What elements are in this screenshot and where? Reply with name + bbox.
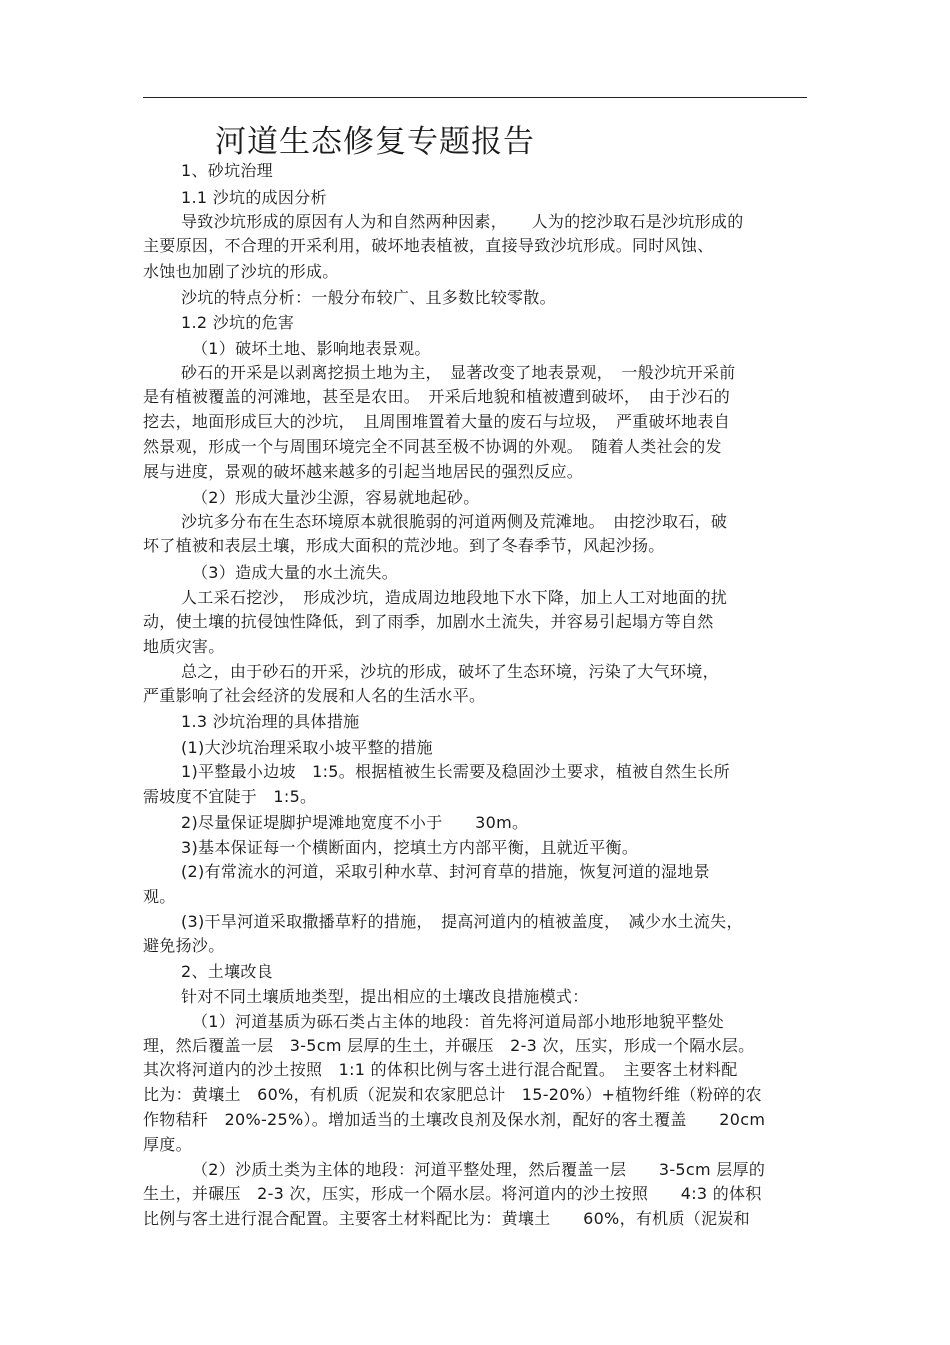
text-line: 坏了植被和表层土壤，形成大面积的荒沙地。到了冬春季节，风起沙扬。 [143,536,665,555]
text-line: （1）破坏土地、影响地表景观。 [192,339,431,358]
text-line: 导致沙坑形成的原因有人为和自然两种因素， 人为的挖沙取石是沙坑形成的 [181,212,744,231]
text-line: 是有植被覆盖的河滩地，甚至是农田。 开采后地貌和植被遭到破坏， 由于沙石的 [143,387,731,406]
text-line: （2）形成大量沙尘源，容易就地起砂。 [192,488,480,507]
text-line: 动，使土壤的抗侵蚀性降低，到了雨季，加剧水土流失，并容易引起塌方等自然 [143,612,714,631]
text-line: 1、砂坑治理 [181,161,273,180]
text-line: （1）河道基质为砾石类占主体的地段：首先将河道局部小地形地貌平整处 [192,1012,725,1031]
text-line: 1.3 沙坑治理的具体措施 [181,712,360,731]
header-rule [143,97,807,98]
text-line: 避免扬沙。 [143,936,225,955]
text-line: 1.1 沙坑的成因分析 [181,188,327,207]
text-line: 地质灾害。 [143,637,225,656]
text-line: 挖去，地面形成巨大的沙坑， 且周围堆置着大量的废石与垃圾， 严重破坏地表自 [143,412,731,431]
text-line: 砂石的开采是以剥离挖损土地为主， 显著改变了地表景观， 一般沙坑开采前 [181,363,736,382]
text-line: 作物秸秆 20%-25%）。增加适当的土壤改良剂及保水剂，配好的客土覆盖 20cm [143,1110,766,1129]
text-line: 沙坑的特点分析：一般分布较广、且多数比较零散。 [181,288,556,307]
text-line: 沙坑多分布在生态环境原本就很脆弱的河道两侧及荒滩地。 由挖沙取石，破 [181,512,728,531]
text-line: 然景观，形成一个与周围环境完全不同甚至极不协调的外观。 随着人类社会的发 [143,437,722,456]
text-line: （3）造成大量的水土流失。 [192,563,399,582]
text-line: 人工采石挖沙， 形成沙坑，造成周边地段地下水下降，加上人工对地面的扰 [181,588,728,607]
text-line: 其次将河道内的沙土按照 1:1 的体积比例与客土进行混合配置。 主要客土材料配 [143,1060,738,1079]
text-line: 2)尽量保证堤脚护堤滩地宽度不小于 30m。 [181,813,529,832]
text-line: 展与进度，景观的破坏越来越多的引起当地居民的强烈反应。 [143,462,584,481]
text-line: 1.2 沙坑的危害 [181,313,295,332]
text-line: (3)干旱河道采取撒播草籽的措施， 提高河道内的植被盖度， 减少水土流失， [181,912,743,931]
text-line: 观。 [143,887,176,906]
text-line: 厚度。 [143,1135,192,1154]
text-line: 需坡度不宜陡于 1:5。 [143,787,317,806]
text-line: 主要原因，不合理的开采利用，破坏地表植被，直接导致沙坑形成。同时风蚀、 [143,236,714,255]
text-line: 理，然后覆盖一层 3-5cm 层厚的生土，并碾压 2-3 次，压实，形成一个隔水层。 [143,1036,755,1055]
text-line: 严重影响了社会经济的发展和人名的生活水平。 [143,686,486,705]
text-line: 总之，由于砂石的开采，沙坑的形成，破坏了生态环境，污染了大气环境， [181,662,719,681]
text-line: (1)大沙坑治理采取小坡平整的措施 [181,738,433,757]
text-line: 比例与客土进行混合配置。主要客土材料配比为：黄壤土 60%，有机质（泥炭和 [143,1209,750,1228]
text-line: 针对不同土壤质地类型，提出相应的土壤改良措施模式： [181,987,589,1006]
text-line: 1)平整最小边坡 1:5。根据植被生长需要及稳固沙土要求，植被自然生长所 [181,762,730,781]
text-line: 2、土壤改良 [181,962,273,981]
page-title: 河道生态修复专题报告 [215,124,535,160]
text-line: 生土，并碾压 2-3 次，压实，形成一个隔水层。将河道内的沙土按照 4:3 的体积 [143,1184,762,1203]
text-line: 比为：黄壤土 60%，有机质（泥炭和农家肥总计 15-20%）+植物纤维（粉碎的农 [143,1085,762,1104]
text-line: 3)基本保证每一个横断面内，挖填土方内部平衡，且就近平衡。 [181,838,639,857]
text-line: （2）沙质土类为主体的地段：河道平整处理，然后覆盖一层 3-5cm 层厚的 [192,1160,766,1179]
text-line: 水蚀也加剧了沙坑的形成。 [143,262,339,281]
text-line: (2)有常流水的河道，采取引种水草、封河育草的措施，恢复河道的湿地景 [181,862,710,881]
